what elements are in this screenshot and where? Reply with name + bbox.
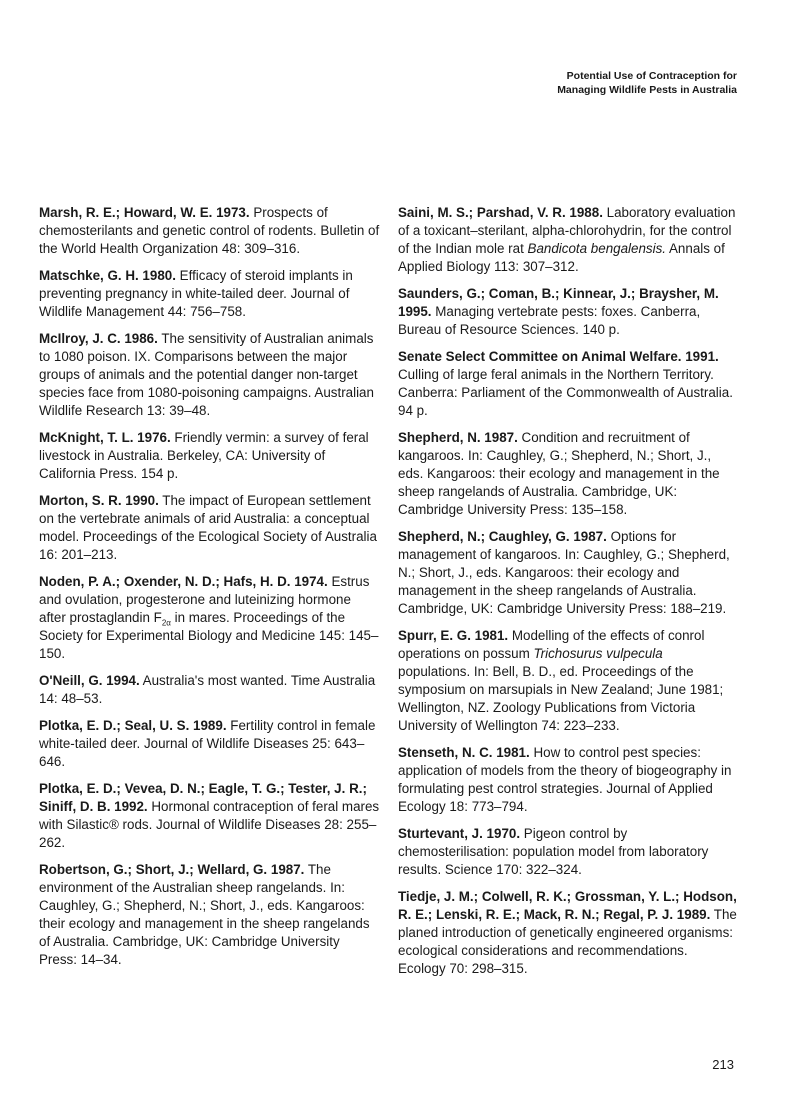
reference-text: in mares. Proceedings of the Society for Experimental Biology and Medicine 145: 145–150. — [39, 610, 379, 661]
reference-entry — [39, 573, 380, 663]
species-name: Bandicota bengalensis. — [527, 241, 667, 256]
reference-authors: Sturtevant, J. 1970. — [398, 826, 521, 841]
reference-entry — [39, 717, 380, 771]
reference-text: Fertility control in female white-tailed deer. Journal of Wildlife Diseases 25: 643–646. — [39, 718, 376, 769]
reference-entry — [398, 204, 738, 276]
reference-entry — [398, 888, 738, 978]
reference-text: Friendly vermin: a survey of feral livestock in Australia. Berkeley, CA: University of California Press. 154 p. — [39, 430, 369, 481]
reference-entry — [39, 204, 380, 258]
running-header-line-2: Managing Wildlife Pests in Australia — [557, 84, 737, 96]
reference-authors: Robertson, G.; Short, J.; Wellard, G. 1987. — [39, 862, 305, 877]
reference-text: Modelling of the effects of conrol operations on possum — [398, 628, 705, 661]
reference-text: populations. In: Bell, B. D., ed. Proceedings of the symposium on marsupials in New Zealand; June 1981; Wellington, NZ. Zoology Publications from Victoria University of Wellington 74: 223–233. — [398, 664, 724, 733]
reference-authors: O'Neill, G. 1994. — [39, 673, 140, 688]
reference-entry — [398, 348, 738, 420]
reference-entry — [39, 780, 380, 852]
reference-authors: Plotka, E. D.; Seal, U. S. 1989. — [39, 718, 227, 733]
reference-entry — [39, 429, 380, 483]
reference-entry — [39, 330, 380, 420]
reference-text: Annals of Applied Biology 113: 307–312. — [398, 241, 725, 274]
reference-entry — [39, 861, 380, 969]
reference-authors: Shepherd, N. 1987. — [398, 430, 518, 445]
species-name: Trichosurus vulpecula — [533, 646, 663, 661]
running-header — [557, 69, 737, 97]
subscript: 2α — [161, 618, 171, 628]
reference-entry — [398, 429, 738, 519]
reference-text: Laboratory evaluation of a toxicant–sterilant, alpha-chlorohydrin, for the control of the Indian mole rat — [398, 205, 736, 256]
reference-entry — [398, 825, 738, 879]
reference-text: How to control pest species: application of models from the theory of biogeography in formulating pest control strategies. Journal of Applied Ecology 18: 773–794. — [398, 745, 732, 814]
reference-text: Estrus and ovulation, progesterone and luteinizing hormone after prostaglandin F — [39, 574, 370, 625]
reference-text: Efficacy of steroid implants in preventing pregnancy in white-tailed deer. Journal of Wildlife Management 44: 756–758. — [39, 268, 353, 319]
reference-authors: Senate Select Committee on Animal Welfare. 1991. — [398, 349, 719, 364]
reference-text: The sensitivity of Australian animals to 1080 poison. IX. Comparisons between the major groups of animals and the potential danger non-target species face from 1080-poisoning campaigns. Australian Wildlife Research 13: 39–48. — [39, 331, 374, 418]
reference-text: The impact of European settlement on the vertebrate animals of arid Australia: a conceptual model. Proceedings of the Ecological Society of Australia 16: 201–213. — [39, 493, 377, 562]
reference-entry — [398, 627, 738, 735]
reference-authors: Morton, S. R. 1990. — [39, 493, 159, 508]
reference-authors: McKnight, T. L. 1976. — [39, 430, 171, 445]
reference-text: The environment of the Australian sheep rangelands. In: Caughley, G.; Shepherd, N.; Short, J., eds. Kangaroos: their ecology and management in the sheep rangelands of Australia. Cambridge, UK: Cambridge University Press: 14–34. — [39, 862, 370, 967]
reference-entry — [398, 528, 738, 618]
reference-authors: Tiedje, J. M.; Colwell, R. K.; Grossman, Y. L.; Hodson, R. E.; Lenski, R. E.; Mack, R. N.; Regal, P. J. 1989. — [398, 889, 737, 922]
reference-text: Prospects of chemosterilants and genetic control of rodents. Bulletin of the World Health Organization 48: 309–316. — [39, 205, 380, 256]
reference-text: Condition and recruitment of kangaroos. In: Caughley, G.; Shepherd, N.; Short, J., eds. Kangaroos: their ecology and management in the sheep rangelands of Australia. Cambridge, UK: Cambridge University Press: 135–158. — [398, 430, 720, 517]
reference-text: Options for management of kangaroos. In: Caughley, G.; Shepherd, N.; Short, J., eds. Kangaroos: their ecology and management in the sheep rangelands of Australia. Cambridge, UK: Cambridge University Press: 188–219. — [398, 529, 730, 616]
reference-text: Managing vertebrate pests: foxes. Canberra, Bureau of Resource Sciences. 140 p. — [398, 304, 701, 337]
reference-entry — [39, 267, 380, 321]
reference-authors: Spurr, E. G. 1981. — [398, 628, 509, 643]
reference-authors: Stenseth, N. C. 1981. — [398, 745, 530, 760]
reference-authors: Plotka, E. D.; Vevea, D. N.; Eagle, T. G.; Tester, J. R.; Siniff, D. B. 1992. — [39, 781, 367, 814]
page-number: 213 — [712, 1057, 734, 1072]
reference-text: Pigeon control by chemosterilisation: population model from laboratory results. Science 170: 322–324. — [398, 826, 709, 877]
reference-authors: Matschke, G. H. 1980. — [39, 268, 176, 283]
reference-entry — [398, 744, 738, 816]
reference-text: Australia's most wanted. Time Australia 14: 48–53. — [39, 673, 376, 706]
reference-authors: Saini, M. S.; Parshad, V. R. 1988. — [398, 205, 603, 220]
reference-authors: Marsh, R. E.; Howard, W. E. 1973. — [39, 205, 250, 220]
reference-column-right — [398, 204, 738, 987]
reference-authors: Noden, P. A.; Oxender, N. D.; Hafs, H. D. 1974. — [39, 574, 328, 589]
reference-authors: Saunders, G.; Coman, B.; Kinnear, J.; Braysher, M. 1995. — [398, 286, 719, 319]
reference-entry — [39, 492, 380, 564]
reference-text: The planed introduction of genetically engineered organisms: ecological considerations and recommendations. Ecology 70: 298–315. — [398, 907, 737, 976]
reference-entry — [398, 285, 738, 339]
reference-text: Hormonal contraception of feral mares with Silastic® rods. Journal of Wildlife Diseases 28: 255–262. — [39, 799, 380, 850]
reference-authors: Shepherd, N.; Caughley, G. 1987. — [398, 529, 607, 544]
reference-authors: McIlroy, J. C. 1986. — [39, 331, 158, 346]
reference-column-left — [39, 204, 380, 978]
reference-text: Culling of large feral animals in the Northern Territory. Canberra: Parliament of the Commonwealth of Australia. 94 p. — [398, 367, 733, 418]
reference-entry — [39, 672, 380, 708]
running-header-line-1: Potential Use of Contraception for — [566, 70, 737, 82]
